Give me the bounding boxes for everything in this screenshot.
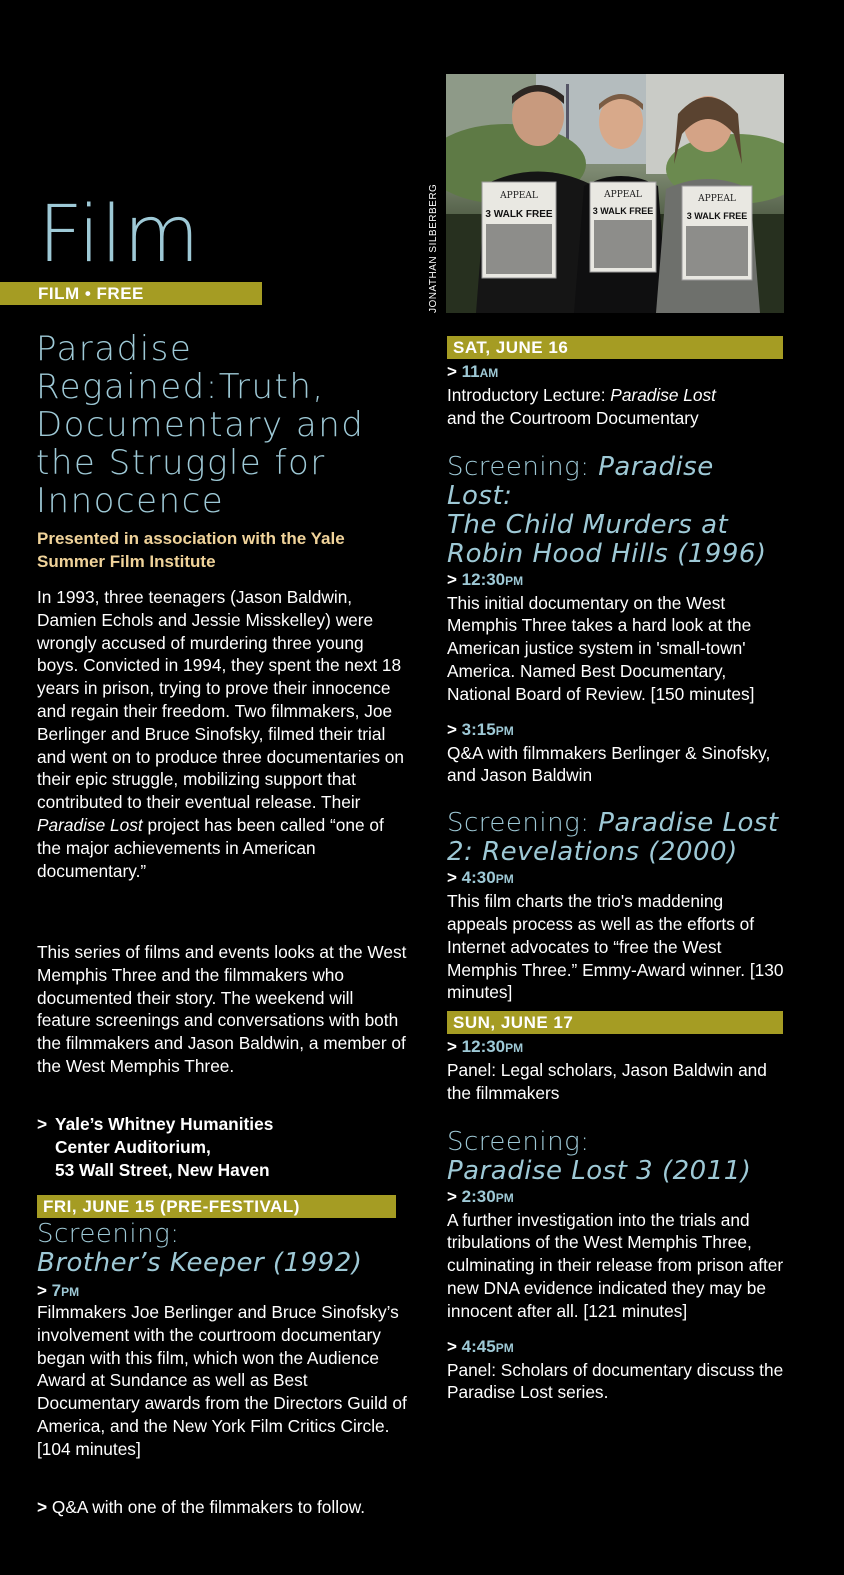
event-time: > 11AM <box>447 362 499 381</box>
venue-line: 53 Wall Street, New Haven <box>55 1159 270 1180</box>
screening-description: This initial documentary on the West Memphis Three takes a hard look at the American justice system in 'small-town' America. Named Best Documentary, National Board of Review. [150 minutes] <box>447 592 755 704</box>
date-bar-saturday: SAT, JUNE 16 <box>447 336 783 359</box>
association-note: Presented in association with the Yale Summer Film Institute <box>37 529 345 571</box>
screening-description: A further investigation into the trials and tribulations of the West Memphis Three, culminating in their release from prison after new DNA evidence indicated they may be innocent after all. [121 minutes] <box>447 1209 784 1321</box>
svg-text:APPEAL: APPEAL <box>500 191 538 201</box>
qa-note: > Q&A with one of the filmmakers to follow. <box>37 1497 366 1517</box>
screening-title: Screening: Paradise Lost: The Child Murders at Robin Hood Hills (1996) <box>447 451 767 569</box>
photo-credit: JONATHAN SILBERBERG <box>428 183 439 313</box>
lecture-description: Introductory Lecture: Paradise Lost and the Courtroom Documentary <box>447 385 716 428</box>
event-time: > 4:30PM <box>447 868 514 888</box>
event-time: > 12:30PM <box>447 569 524 589</box>
svg-text:APPEAL: APPEAL <box>698 194 736 204</box>
panel-description: Panel: Scholars of documentary discuss the Paradise Lost series. <box>447 1359 784 1403</box>
series-title: Paradise Regained:Truth, Documentary and the Struggle for Innocence <box>36 329 365 521</box>
panel-description: Panel: Legal scholars, Jason Baldwin and the filmmakers <box>447 1060 767 1103</box>
date-bar-friday: FRI, JUNE 15 (PRE-FESTIVAL) <box>37 1195 396 1218</box>
screening-description: Filmmakers Joe Berlinger and Bruce Sinofsky’s involvement with the courtroom documentary began with this film, which won the Audience Award at Sundance as well as Best Documentary awards from the Directors Guild of America, and the New York Film Critics Circle. [104 minutes] <box>37 1302 407 1459</box>
screening-description: This film charts the trio's maddening appeals process as well as the efforts of Internet advocates to “free the West Memphis Three.” Emmy-Award winner. [130 minutes] <box>447 891 784 1003</box>
section-title: Film <box>38 190 201 280</box>
filmmakers-photo <box>446 74 784 313</box>
event-time: > 12:30PM <box>447 1037 524 1056</box>
svg-text:APPEAL: APPEAL <box>604 190 642 200</box>
event-time: > 2:30PM <box>447 1186 514 1206</box>
screening-title: Screening: Paradise Lost 2: Revelations (2000) <box>447 808 779 868</box>
event-time: > 4:45PM <box>447 1336 514 1356</box>
sunday-schedule <box>447 1011 787 1404</box>
svg-text:3 WALK FREE: 3 WALK FREE <box>686 211 748 221</box>
event-time: > 3:15PM <box>447 719 514 739</box>
screening-title: Screening: Paradise Lost 3 (2011) <box>447 1126 752 1186</box>
film-free-tag: FILM • FREE <box>0 282 262 305</box>
svg-text:3 WALK FREE: 3 WALK FREE <box>485 209 553 220</box>
event-time: > 7PM <box>37 1281 80 1300</box>
series-paragraph: This series of films and events looks at the West Memphis Three and the filmmakers who documented their story. The weekend will feature screenings and conversations with both the filmmakers and Jason Baldwin, a member of the West Memphis Three. <box>37 942 407 1076</box>
svg-text:3 WALK FREE: 3 WALK FREE <box>592 206 654 216</box>
saturday-schedule <box>447 336 787 1004</box>
venue-line: Center Auditorium, <box>55 1136 211 1157</box>
date-bar-sunday: SUN, JUNE 17 <box>447 1011 783 1034</box>
screening-title: Screening: Brother’s Keeper (1992) <box>37 1219 363 1278</box>
intro-paragraph: In 1993, three teenagers (Jason Baldwin, Damien Echols and Jessie Misskelley) were wrongly accused of murdering three young boys. Convicted in 1994, they spent the next 18 years in prison, trying to prove their innocence and regain their freedom. Two filmmakers, Joe Berlinger and Bruce Sinofsky, filmed their trial and went on to produce three documentaries on their epic struggle, mobilizing support that contributed to their eventual release. Their Paradise Lost project has been called “one of the major achievements in American documentary.” <box>37 587 404 881</box>
venue-address <box>37 1113 407 1181</box>
arrow-icon: > <box>37 1114 48 1134</box>
venue-line: Yale’s Whitney Humanities <box>55 1114 274 1134</box>
qa-description: Q&A with filmmakers Berlinger & Sinofsky, and Jason Baldwin <box>447 742 771 786</box>
